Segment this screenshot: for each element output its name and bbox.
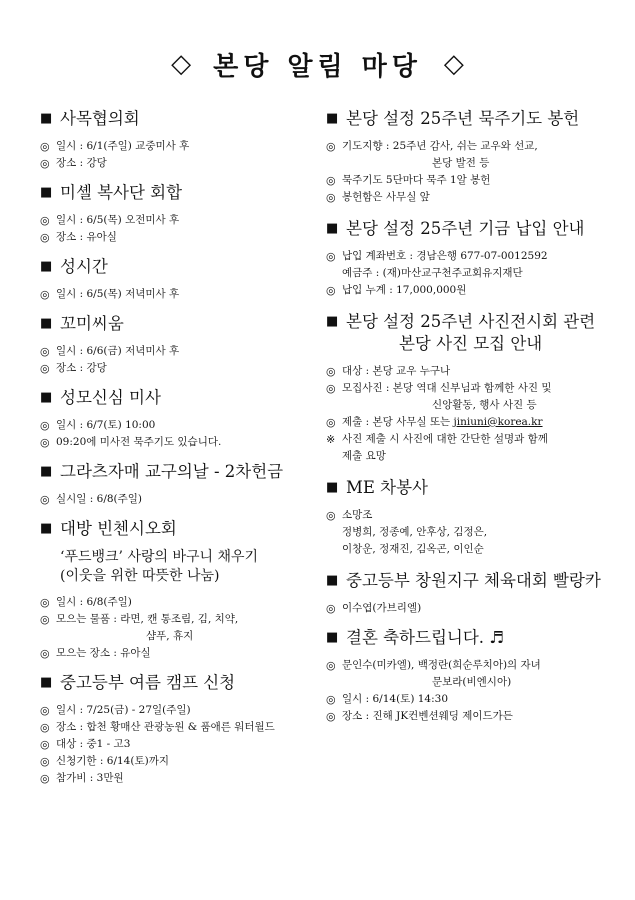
circle-bullet-icon: ◎ [40, 647, 50, 660]
section-heading [40, 256, 320, 278]
notice-item [40, 360, 320, 377]
section-heading [326, 311, 616, 355]
section-title-line: 본당 설정 25주년 기금 납입 안내 [346, 219, 585, 238]
item-line: 장소 : 진해 JK컨벤션웨딩 제이드가든 [342, 710, 513, 722]
item-line: 문보라(비엔시아) [432, 676, 512, 688]
circle-bullet-icon: ◎ [40, 493, 50, 506]
item-line: 제출 요망 [342, 450, 386, 462]
item-line: 예금주 : (재)마산교구천주교회유지재단 [342, 267, 523, 279]
circle-bullet-icon: ◎ [326, 710, 336, 723]
item-text [342, 600, 421, 617]
item-line: 사진 제출 시 사진에 대한 간단한 설명과 함께 [342, 433, 548, 445]
circle-bullet-icon: ◎ [326, 416, 336, 429]
section-heading [40, 387, 320, 409]
square-bullet-icon: ■ [326, 221, 339, 236]
section-title-line: 대방 빈첸시오회 [60, 519, 177, 538]
item-text [56, 770, 124, 787]
notice-item [326, 282, 616, 299]
circle-bullet-icon: ◎ [326, 284, 336, 297]
notice-item [326, 691, 616, 708]
notice-item [40, 229, 320, 246]
section-title-line: 성시간 [60, 257, 108, 276]
notice-item [40, 645, 320, 662]
notice-section [326, 477, 616, 558]
item-line: 신앙활동, 행사 사진 등 [432, 399, 537, 411]
section-title [60, 461, 283, 483]
item-text [56, 719, 275, 736]
item-text [56, 491, 142, 508]
item-text [342, 414, 543, 431]
item-line: 일시 : 6/7(토) 10:00 [56, 419, 156, 431]
square-bullet-icon: ■ [40, 316, 53, 331]
notice-section [40, 108, 320, 172]
square-bullet-icon: ■ [40, 111, 53, 126]
item-text [56, 611, 238, 645]
square-bullet-icon: ■ [40, 185, 53, 200]
item-line: 모으는 물품 : 라면, 캔 통조림, 김, 치약, [56, 613, 239, 625]
section-title-line: 사목협의회 [60, 109, 140, 128]
notice-section [40, 672, 320, 787]
notice-section [326, 570, 616, 617]
item-line: 기도지향 : 25주년 감사, 쉬는 교우와 선교, [342, 140, 538, 152]
item-line: 샴푸, 휴지 [146, 630, 194, 642]
item-text [56, 155, 107, 172]
section-heading [40, 313, 320, 335]
note-mark-icon: ※ [326, 433, 336, 446]
circle-bullet-icon: ◎ [40, 157, 50, 170]
left-column [40, 108, 320, 797]
notice-section [40, 256, 320, 303]
notice-item [326, 363, 616, 380]
section-title [60, 387, 161, 409]
section-title-line: 본당 설정 25주년 묵주기도 봉헌 [346, 109, 580, 128]
square-bullet-icon: ■ [40, 675, 53, 690]
notice-section [40, 461, 320, 508]
notice-section [40, 182, 320, 246]
circle-bullet-icon: ◎ [326, 174, 336, 187]
notice-item [326, 431, 616, 465]
notice-item [40, 719, 320, 736]
section-heading [40, 672, 320, 694]
item-line: 일시 : 6/14(토) 14:30 [342, 693, 449, 705]
square-bullet-icon: ■ [326, 573, 339, 588]
circle-bullet-icon: ◎ [40, 772, 50, 785]
item-line: 제출 : 본당 사무실 또는 jiniuni@korea.kr [342, 416, 543, 428]
square-bullet-icon: ■ [40, 390, 53, 405]
item-line: 09:20에 미사전 묵주기도 있습니다. [56, 436, 222, 448]
item-line: 대상 : 중1 - 고3 [56, 738, 131, 750]
section-subtitle: ‘푸드뱅크’ 사랑의 바구니 채우기 [60, 549, 259, 565]
circle-bullet-icon: ◎ [326, 659, 336, 672]
item-line: 일시 : 6/8(주일) [56, 596, 132, 608]
email-link[interactable]: jiniuni@korea.kr [453, 416, 543, 428]
item-line: 실시일 : 6/8(주일) [56, 493, 143, 505]
circle-bullet-icon: ◎ [40, 721, 50, 734]
notice-section [326, 311, 616, 465]
item-text [342, 657, 541, 691]
item-text [342, 431, 548, 465]
item-line: 소망조 [342, 509, 373, 521]
item-line: 일시 : 6/5(목) 저녁미사 후 [56, 288, 180, 300]
notice-section [40, 387, 320, 451]
square-bullet-icon: ■ [326, 111, 339, 126]
notice-section [326, 108, 616, 206]
section-title-line: 중고등부 여름 캠프 신청 [60, 673, 236, 692]
item-text [56, 736, 130, 753]
item-text [342, 189, 430, 206]
item-line: 장소 : 강당 [56, 157, 107, 169]
item-text [342, 691, 448, 708]
item-text [342, 282, 466, 299]
section-title-line: 결혼 축하드립니다. ♬ [346, 628, 505, 647]
item-line: 신청기한 : 6/14(토)까지 [56, 755, 169, 767]
notice-item [40, 417, 320, 434]
section-title [60, 182, 182, 204]
notice-item [326, 380, 616, 414]
circle-bullet-icon: ◎ [40, 436, 50, 449]
item-text [56, 212, 179, 229]
notice-item [326, 414, 616, 431]
square-bullet-icon: ■ [326, 314, 339, 329]
section-heading [40, 108, 320, 130]
circle-bullet-icon: ◎ [40, 345, 50, 358]
notice-item [40, 155, 320, 172]
circle-bullet-icon: ◎ [326, 365, 336, 378]
right-column [326, 108, 616, 735]
item-line: 납입 누계 : 17,000,000원 [342, 284, 467, 296]
circle-bullet-icon: ◎ [40, 288, 50, 301]
section-title [346, 218, 585, 240]
diamond-right-icon: ◇ [443, 49, 464, 79]
item-text [56, 594, 132, 611]
item-line: 모집사진 : 본당 역대 신부님과 함께한 사진 및 [342, 382, 552, 394]
item-text [56, 343, 179, 360]
item-text [56, 360, 107, 377]
item-line: 일시 : 6/1(주일) 교중미사 후 [56, 140, 190, 152]
item-text [56, 434, 221, 451]
notice-item [40, 343, 320, 360]
section-title [346, 627, 504, 649]
square-bullet-icon: ■ [326, 480, 339, 495]
section-heading [40, 518, 320, 540]
item-text [56, 753, 169, 770]
item-line: 장소 : 합천 황매산 관광농원 & 품애른 워터월드 [56, 721, 275, 733]
item-line: 납입 계좌번호 : 경남은행 677-07-0012592 [342, 250, 548, 262]
circle-bullet-icon: ◎ [326, 191, 336, 204]
circle-bullet-icon: ◎ [40, 419, 50, 432]
section-title [346, 311, 595, 355]
item-text [56, 286, 179, 303]
item-line: 봉헌함은 사무실 앞 [342, 191, 430, 203]
section-title-line: 그라츠자매 교구의날 - 2차헌금 [60, 462, 284, 481]
circle-bullet-icon: ◎ [40, 738, 50, 751]
page-header [0, 44, 635, 84]
notice-section [326, 218, 616, 299]
section-heading [326, 477, 616, 499]
item-line: 이수엽(가브리엘) [342, 602, 422, 614]
circle-bullet-icon: ◎ [326, 693, 336, 706]
notice-item [40, 491, 320, 508]
circle-bullet-icon: ◎ [326, 602, 336, 615]
item-text [342, 138, 538, 172]
section-title-line: 미셸 복사단 회합 [60, 183, 183, 202]
section-heading [40, 461, 320, 483]
notice-item [326, 657, 616, 691]
section-heading [326, 218, 616, 240]
item-text [56, 645, 151, 662]
notice-item [326, 189, 616, 206]
section-title [346, 108, 579, 130]
notice-item [40, 434, 320, 451]
notice-item [40, 770, 320, 787]
notice-item [326, 138, 616, 172]
circle-bullet-icon: ◎ [40, 214, 50, 227]
notice-item [40, 702, 320, 719]
notice-item [40, 594, 320, 611]
circle-bullet-icon: ◎ [40, 362, 50, 375]
notice-item [326, 507, 616, 558]
section-title-line: ME 차봉사 [346, 478, 429, 497]
notice-section [326, 627, 616, 725]
section-title [60, 672, 235, 694]
section-heading [40, 182, 320, 204]
item-line: 참가비 : 3만원 [56, 772, 124, 784]
notice-item [40, 212, 320, 229]
notice-section [40, 313, 320, 377]
circle-bullet-icon: ◎ [40, 231, 50, 244]
page-title: 본당 알림 마당 [213, 51, 422, 82]
section-heading [326, 627, 616, 649]
circle-bullet-icon: ◎ [40, 755, 50, 768]
square-bullet-icon: ■ [40, 259, 53, 274]
diamond-left-icon: ◇ [171, 49, 192, 79]
item-line: 대상 : 본당 교우 누구나 [342, 365, 451, 377]
section-title-line: 성모신심 미사 [60, 388, 161, 407]
item-text [342, 363, 450, 380]
section-title-line: 본당 설정 25주년 사진전시회 관련 [346, 312, 596, 331]
item-line: 장소 : 유아실 [56, 231, 117, 243]
notice-item [40, 753, 320, 770]
item-line: 묵주기도 5단마다 묵주 1알 봉헌 [342, 174, 491, 186]
section-title [346, 477, 428, 499]
notice-item [326, 172, 616, 189]
item-text [56, 229, 117, 246]
section-title-line: 꼬미씨움 [60, 314, 124, 333]
item-text [342, 380, 551, 414]
item-text [56, 702, 191, 719]
square-bullet-icon: ■ [40, 464, 53, 479]
item-line: 일시 : 7/25(금) - 27일(주일) [56, 704, 191, 716]
item-text [342, 248, 548, 282]
section-title-line: 중고등부 창원지구 체육대회 빨랑카 [346, 571, 601, 590]
item-text [342, 172, 490, 189]
circle-bullet-icon: ◎ [326, 140, 336, 153]
section-title [60, 518, 177, 540]
circle-bullet-icon: ◎ [326, 382, 336, 395]
section-heading [326, 570, 616, 592]
item-line: 본당 발전 등 [432, 157, 490, 169]
item-text [56, 417, 155, 434]
circle-bullet-icon: ◎ [326, 509, 336, 522]
notice-item [326, 248, 616, 282]
section-subtitle: (이웃을 위한 따뜻한 나눔) [60, 568, 220, 584]
item-text [342, 708, 513, 725]
notice-item [40, 138, 320, 155]
item-line: 일시 : 6/5(목) 오전미사 후 [56, 214, 180, 226]
section-title [60, 256, 108, 278]
circle-bullet-icon: ◎ [40, 613, 50, 626]
circle-bullet-icon: ◎ [40, 596, 50, 609]
notice-item [40, 286, 320, 303]
item-text [56, 138, 189, 155]
section-title-line: 본당 사진 모집 안내 [398, 334, 543, 353]
notice-item [326, 708, 616, 725]
item-line: 일시 : 6/6(금) 저녁미사 후 [56, 345, 180, 357]
square-bullet-icon: ■ [326, 630, 339, 645]
square-bullet-icon: ■ [40, 521, 53, 536]
item-line: 모으는 장소 : 유아실 [56, 647, 151, 659]
notice-section [40, 518, 320, 662]
circle-bullet-icon: ◎ [40, 704, 50, 717]
notice-item [40, 736, 320, 753]
item-line: 장소 : 강당 [56, 362, 107, 374]
item-line: 이창운, 정재진, 김옥곤, 이인순 [342, 543, 484, 555]
item-line: 정병희, 정종예, 안후상, 김정은, [342, 526, 488, 538]
circle-bullet-icon: ◎ [40, 140, 50, 153]
section-title [60, 108, 140, 130]
section-title [346, 570, 601, 592]
item-text [342, 507, 487, 558]
notice-item [326, 600, 616, 617]
section-title [60, 313, 124, 335]
circle-bullet-icon: ◎ [326, 250, 336, 263]
item-line: 문인수(미카엘), 백정란(희순루치아)의 자녀 [342, 659, 541, 671]
section-heading [326, 108, 616, 130]
notice-item [40, 611, 320, 645]
